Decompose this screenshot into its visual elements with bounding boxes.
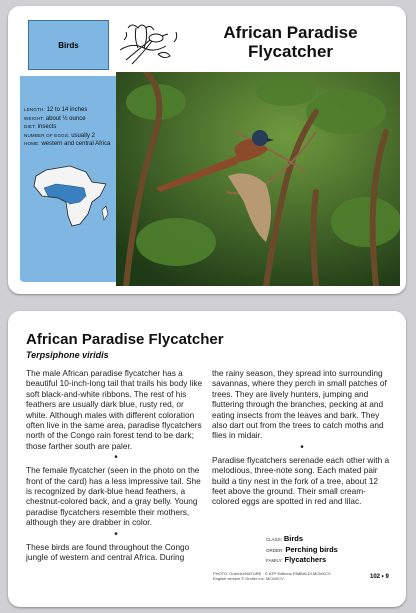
fact-weight: WEIGHT: about ½ ounce <box>24 115 86 122</box>
family-row: FAMILY: Flycatchers <box>266 555 327 564</box>
paragraph: The female flycatcher (seen in the photo on the front of the card) has a less impressive tail. She is recognized by dark-blue head feathers, a chestnut-colored back, and a gray belly. Young paradise flycatchers resemble their mothers, although they are drabber in color. <box>26 465 201 528</box>
paragraph: Paradise flycatchers serenade each other with a melodious, three-note song. Each mated pair build a tiny nest in the fork of a tree, about 12 feet above the ground. Their small cream-colored eggs are spotted in red and lilac. <box>212 454 390 507</box>
paragraph: These birds are found throughout the Congo jungle of western and central Africa. During <box>26 541 190 563</box>
paragraph: the rainy season, they spread into surrounding savannas, where they perch in small patches of trees. They are lively hunters, jumping and fluttering through the branches, pecking at and eating insects from the leaves and bark. They also dart out from the trees to catch moths and flies in midair. <box>212 368 387 441</box>
class-row: CLASS: Birds <box>266 534 303 543</box>
paragraph: The male African paradise flycatcher has a beautiful 10-inch-long tail that trails his body like soft black-and-white ribbons. The rest of his feathers are usually dark blue, rusty red, or white. Although males with different coloration often live in the same area, paradise flycatchers north of the Congo rain forest tend to be dark; those farther south are paler. <box>26 368 203 451</box>
category-tab: Birds <box>28 20 109 70</box>
fact-home: HOME: western and central Africa <box>24 141 111 148</box>
front-card <box>8 6 406 294</box>
bird-photo <box>116 72 400 286</box>
fact-diet: DIET: insects <box>24 124 57 131</box>
fact-length: LENGTH: 12 to 14 inches <box>24 107 88 113</box>
classification <box>266 534 338 566</box>
order-row: ORDER: Perching birds <box>266 544 338 554</box>
africa-range-map <box>26 162 114 232</box>
text-column-right <box>212 368 392 507</box>
back-title: African Paradise Flycatcher <box>26 331 224 348</box>
fact-list <box>24 106 118 149</box>
text-column-left <box>26 368 206 563</box>
back-card <box>8 311 406 607</box>
bullet-separator: • <box>114 452 118 464</box>
card-number: 102 • 9 <box>370 574 389 580</box>
photo-credits: PHOTO: Guerrier/NATURE · © ATP·Editions RIMBALDI MCMXCV English version © Grolier Inc. MCMXCV <box>213 571 331 581</box>
bird-sketch-icon <box>118 20 180 68</box>
bullet-separator: • <box>114 528 118 540</box>
scientific-name: Terpsiphone viridis <box>26 350 109 360</box>
front-title: African Paradise Flycatcher <box>223 23 358 61</box>
fact-eggs: NUMBER OF EGGS: usually 2 <box>24 132 95 139</box>
bullet-separator: • <box>300 441 304 453</box>
